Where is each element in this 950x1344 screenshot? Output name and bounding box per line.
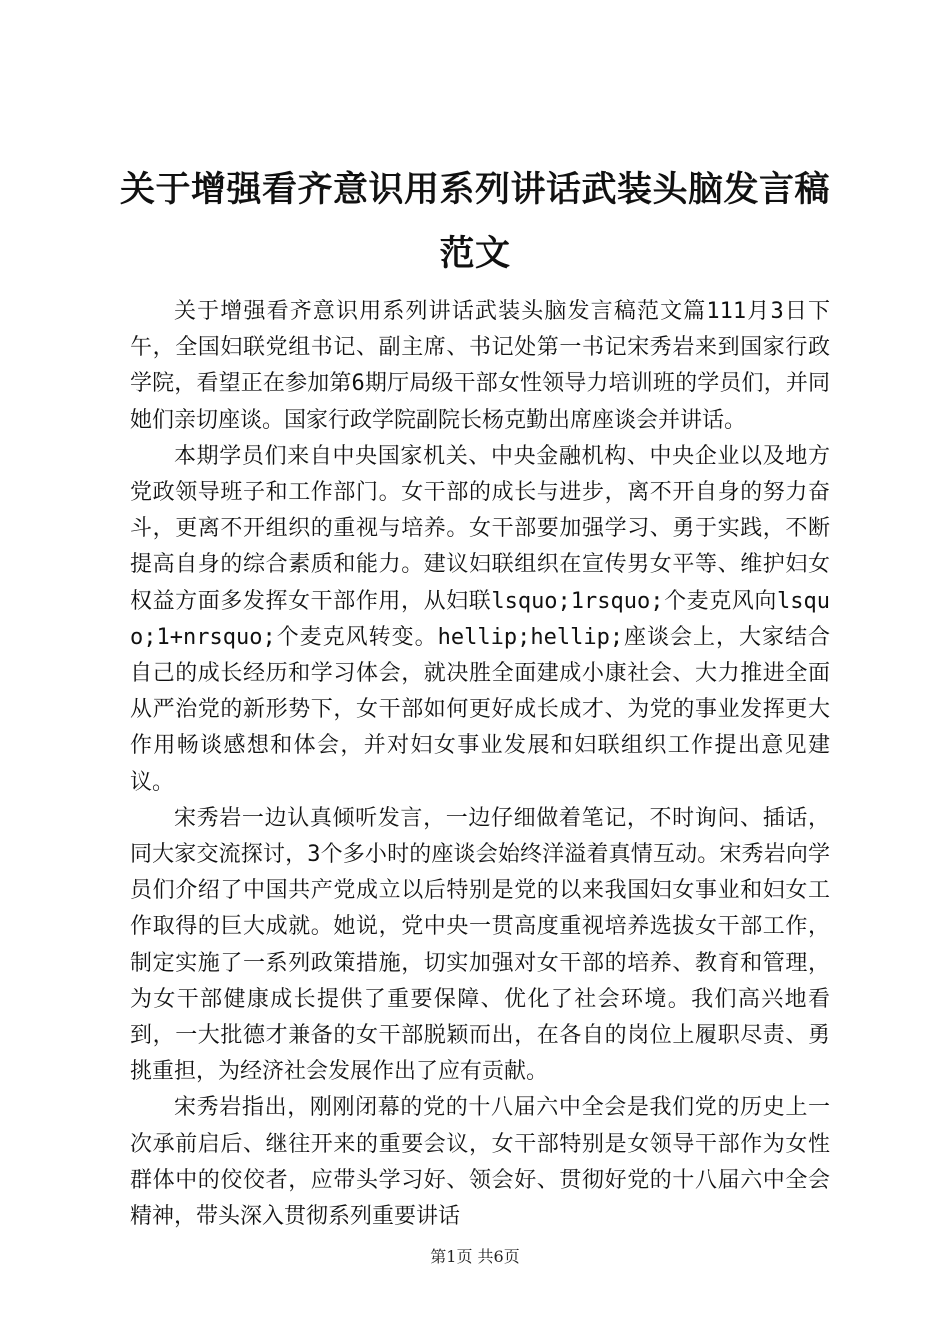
paragraph: 宋秀岩一边认真倾听发言，一边仔细做着笔记，不时询问、插话，同大家交流探讨，3个多小时的座谈会始终洋溢着真情互动。宋秀岩向学员们介绍了中国共产党成立以后特别是党的以来我国妇女事业和妇女工作取得的巨大成就。她说，党中央一贯高度重视培养选拔女干部工作，制定实施了一系列政策措施，切实加强对女干部的培养、教育和管理，为女干部健康成长提供了重要保障、优化了社会环境。我们高兴地看到，一大批德才兼备的女干部脱颖而出，在各自的岗位上履职尽责、勇挑重担，为经济社会发展作出了应有贡献。 [130, 805, 830, 1085]
page-footer: 第1页 共6页 [430, 1247, 520, 1266]
title-line-1: 关于增强看齐意识用系列讲话武装头脑发言稿 [119, 169, 830, 210]
document-body [130, 294, 830, 1235]
paragraph: 宋秀岩指出，刚刚闭幕的党的十八届六中全会是我们党的历史上一次承前启后、继往开来的重要会议，女干部特别是女领导干部作为女性群体中的佼佼者，应带头学习好、领会好、贯彻好党的十八届六中全会精神，带头深入贯彻系列重要讲话 [130, 1095, 830, 1230]
paragraph: 本期学员们来自中央国家机关、中央金融机构、中央企业以及地方党政领导班子和工作部门。女干部的成长与进步，离不开自身的努力奋斗，更离不开组织的重视与培养。女干部要加强学习、勇于实践，不断提高自身的综合素质和能力。建议妇联组织在宣传男女平等、维护妇女权益方面多发挥女干部作用，从妇联lsquo;1rsquo;个麦克风向lsquo;1+nrsquo;个麦克风转变。hellip;hellip;座谈会上，大家结合自己的成长经历和学习体会，就决胜全面建成小康社会、大力推进全面从严治党的新形势下，女干部如何更好成长成才、为党的事业发挥更大作用畅谈感想和体会，并对妇女事业发展和妇联组织工作提出意见建议。 [130, 443, 830, 795]
title-line-2: 范文 [439, 233, 511, 274]
document-title [110, 158, 840, 286]
paragraph: 关于增强看齐意识用系列讲话武装头脑发言稿范文篇111月3日下午，全国妇联党组书记、副主席、书记处第一书记宋秀岩来到国家行政学院，看望正在参加第6期厅局级干部女性领导力培训班的学员们，并同她们亲切座谈。国家行政学院副院长杨克勤出席座谈会并讲话。 [130, 299, 830, 433]
